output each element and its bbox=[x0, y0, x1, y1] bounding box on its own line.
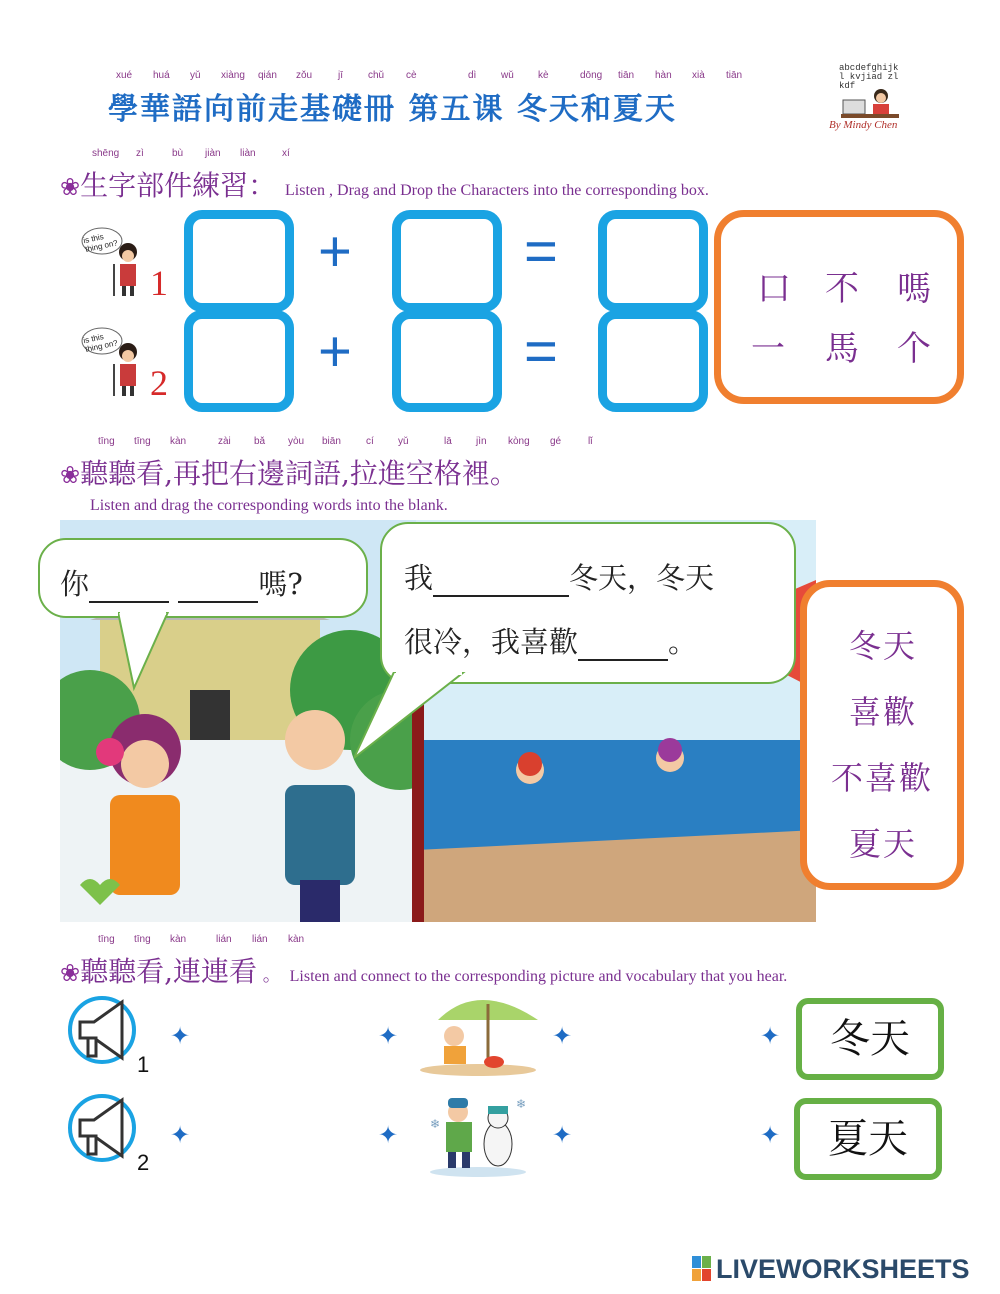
pinyin: tīng bbox=[134, 934, 151, 945]
flower-icon: ❀ bbox=[60, 959, 81, 987]
pinyin: yǔ bbox=[398, 436, 409, 447]
svg-text:❄: ❄ bbox=[516, 1097, 527, 1111]
vocab-box-2[interactable] bbox=[794, 1098, 942, 1180]
section1-pinyin bbox=[0, 148, 1000, 162]
plus-sign: + bbox=[318, 319, 352, 384]
bubble-right-tail bbox=[354, 672, 474, 762]
pinyin: zǒu bbox=[296, 70, 313, 81]
sentence-text: 很冷，我喜歡 bbox=[404, 625, 579, 659]
draggable-char[interactable]: 口 bbox=[757, 269, 791, 309]
pinyin: jìn bbox=[476, 436, 487, 447]
draggable-word[interactable]: 喜歡 bbox=[849, 693, 918, 731]
pinyin: yǔ bbox=[190, 70, 201, 81]
pinyin: jī bbox=[338, 70, 343, 81]
logo-letters: abcdefghijkl kvjiad zlkdf bbox=[839, 63, 899, 91]
sentence-text: 我 bbox=[404, 561, 434, 595]
pinyin: cí bbox=[366, 436, 374, 447]
answer-blank-2[interactable] bbox=[178, 567, 258, 603]
pinyin: shēng bbox=[92, 148, 120, 159]
pinyin: wǔ bbox=[501, 70, 514, 81]
speech-bubble-left bbox=[38, 538, 368, 618]
pinyin: bù bbox=[172, 148, 184, 159]
bubble-left-sentence bbox=[60, 562, 303, 603]
brand-name: LIVEWORKSHEETS bbox=[716, 1254, 970, 1284]
svg-text:❄: ❄ bbox=[430, 1117, 441, 1131]
pinyin: lián bbox=[252, 934, 268, 945]
winter-snow-picture bbox=[426, 1088, 530, 1178]
pinyin: tīng bbox=[98, 934, 115, 945]
pinyin: kàn bbox=[170, 436, 187, 447]
drop-box-1c[interactable] bbox=[598, 210, 708, 312]
sentence-text: 嗎? bbox=[258, 567, 303, 601]
connect-dot[interactable]: ✦ bbox=[378, 1022, 399, 1050]
pinyin: zì bbox=[136, 148, 144, 159]
connect-dot[interactable]: ✦ bbox=[170, 1022, 191, 1050]
bubble-right-line2 bbox=[404, 620, 697, 661]
pinyin: qián bbox=[258, 70, 277, 81]
equals-sign: = bbox=[524, 219, 558, 284]
answer-blank-3[interactable] bbox=[433, 561, 569, 597]
pinyin: tiān bbox=[618, 70, 635, 81]
character-choices-panel bbox=[714, 210, 964, 404]
pinyin: kàn bbox=[170, 934, 187, 945]
section2-heading bbox=[60, 452, 518, 492]
pinyin: cè bbox=[406, 70, 417, 81]
answer-blank-1[interactable] bbox=[89, 567, 169, 603]
pinyin: lā bbox=[444, 436, 452, 447]
drop-box-1b[interactable] bbox=[392, 210, 502, 312]
pinyin: lǐ bbox=[588, 436, 593, 447]
word-choices-panel bbox=[800, 580, 964, 890]
live-badge-icon bbox=[692, 1256, 712, 1282]
pinyin: dōng bbox=[580, 70, 603, 81]
flower-icon: ❀ bbox=[60, 461, 81, 489]
bubble-left-tail bbox=[118, 612, 178, 692]
pinyin: zài bbox=[218, 436, 231, 447]
section2-pinyin bbox=[0, 436, 1000, 450]
section2-subtitle: Listen and drag the corresponding words into the blank. bbox=[90, 497, 448, 514]
pinyin: gé bbox=[550, 436, 562, 447]
connect-dot[interactable]: ✦ bbox=[170, 1121, 191, 1149]
bubble-right-line1 bbox=[404, 556, 714, 597]
pinyin: kè bbox=[538, 70, 549, 81]
section1-subtitle: Listen , Drag and Drop the Characters into the corresponding box. bbox=[285, 182, 709, 199]
pinyin: liàn bbox=[240, 148, 256, 159]
vocab-label: 夏天 bbox=[828, 1116, 908, 1162]
equals-sign: = bbox=[524, 319, 558, 384]
pinyin: hàn bbox=[655, 70, 672, 81]
draggable-char[interactable]: 不 bbox=[825, 269, 859, 309]
connect-dot[interactable]: ✦ bbox=[378, 1121, 399, 1149]
draggable-word[interactable]: 不喜歡 bbox=[831, 759, 934, 797]
pinyin: kàn bbox=[288, 934, 305, 945]
sentence-text: 冬天，冬天 bbox=[569, 561, 715, 595]
drop-box-1a[interactable] bbox=[184, 210, 294, 312]
worksheet-title: 學華語向前走基礎冊 第五课 冬天和夏天 bbox=[108, 92, 677, 127]
pinyin: huá bbox=[153, 70, 170, 81]
pinyin: chǔ bbox=[368, 70, 385, 81]
row-number-1: 1 bbox=[150, 263, 168, 303]
draggable-char[interactable]: 嗎 bbox=[897, 269, 931, 309]
plus-sign: + bbox=[318, 219, 352, 284]
section2-title: 聽聽看,再把右邊詞語,拉進空格裡。 bbox=[80, 457, 518, 490]
author-logo bbox=[825, 64, 925, 134]
draggable-char[interactable]: 个 bbox=[897, 329, 931, 369]
megaphone-icon[interactable] bbox=[66, 992, 140, 1074]
draggable-word[interactable]: 冬天 bbox=[849, 627, 918, 665]
pinyin: lián bbox=[216, 934, 232, 945]
draggable-char[interactable]: 一 bbox=[751, 329, 785, 369]
pinyin: tīng bbox=[98, 436, 115, 447]
author-credit: By Mindy Chen bbox=[829, 119, 898, 131]
answer-blank-4[interactable] bbox=[578, 625, 668, 661]
row-number-2: 2 bbox=[150, 363, 168, 403]
speech-bubble-right bbox=[380, 522, 796, 684]
speaker-caption: is this thing on? bbox=[82, 332, 119, 354]
drop-box-2b[interactable] bbox=[392, 310, 502, 412]
item-number-2: 2 bbox=[137, 1150, 150, 1175]
pinyin: yòu bbox=[288, 436, 305, 447]
pinyin: tiān bbox=[726, 70, 743, 81]
connect-dot[interactable]: ✦ bbox=[760, 1022, 781, 1050]
section1-heading bbox=[60, 164, 709, 204]
section3-title: 聽聽看,連連看 bbox=[80, 955, 258, 988]
audio-button-2[interactable] bbox=[80, 326, 150, 398]
vocab-box-1[interactable] bbox=[796, 998, 944, 1080]
section3-subtitle: Listen and connect to the corresponding picture and vocabulary that you hear. bbox=[289, 968, 788, 985]
draggable-word[interactable]: 夏天 bbox=[849, 825, 918, 863]
pinyin: xiàng bbox=[221, 70, 245, 81]
pinyin: bǎ bbox=[254, 436, 266, 447]
pinyin: dì bbox=[468, 70, 477, 81]
connect-dot[interactable]: ✦ bbox=[552, 1121, 573, 1149]
drop-box-2a[interactable] bbox=[184, 310, 294, 412]
audio-button-1[interactable] bbox=[80, 226, 150, 298]
sentence-text: 。 bbox=[668, 625, 698, 659]
flower-icon: ❀ bbox=[60, 173, 81, 201]
teacher-icon bbox=[841, 86, 901, 120]
drop-box-2c[interactable] bbox=[598, 310, 708, 412]
section3-pinyin bbox=[0, 934, 1000, 948]
connect-dot[interactable]: ✦ bbox=[760, 1121, 781, 1149]
pinyin: kòng bbox=[508, 436, 530, 447]
connect-dot[interactable]: ✦ bbox=[552, 1022, 573, 1050]
summer-beach-picture bbox=[418, 990, 538, 1076]
section1-title: 生字部件練習： bbox=[80, 169, 277, 202]
vocab-label: 冬天 bbox=[830, 1016, 910, 1062]
sentence-text: 你 bbox=[60, 567, 90, 601]
section3-heading: ❀聽聽看,連連看 。 Listen and connect to the corresponding picture and vocabulary that you hear. bbox=[60, 955, 788, 988]
draggable-char[interactable]: 馬 bbox=[825, 329, 859, 369]
pinyin: xué bbox=[116, 70, 133, 81]
item-number-1: 1 bbox=[137, 1052, 150, 1077]
pinyin: xià bbox=[692, 70, 705, 81]
pinyin: xí bbox=[282, 148, 290, 159]
pinyin: tīng bbox=[134, 436, 151, 447]
megaphone-icon[interactable] bbox=[66, 1090, 140, 1172]
speaker-caption: is this thing on? bbox=[82, 232, 119, 254]
pinyin: biān bbox=[322, 436, 341, 447]
pinyin: jiàn bbox=[205, 148, 221, 159]
